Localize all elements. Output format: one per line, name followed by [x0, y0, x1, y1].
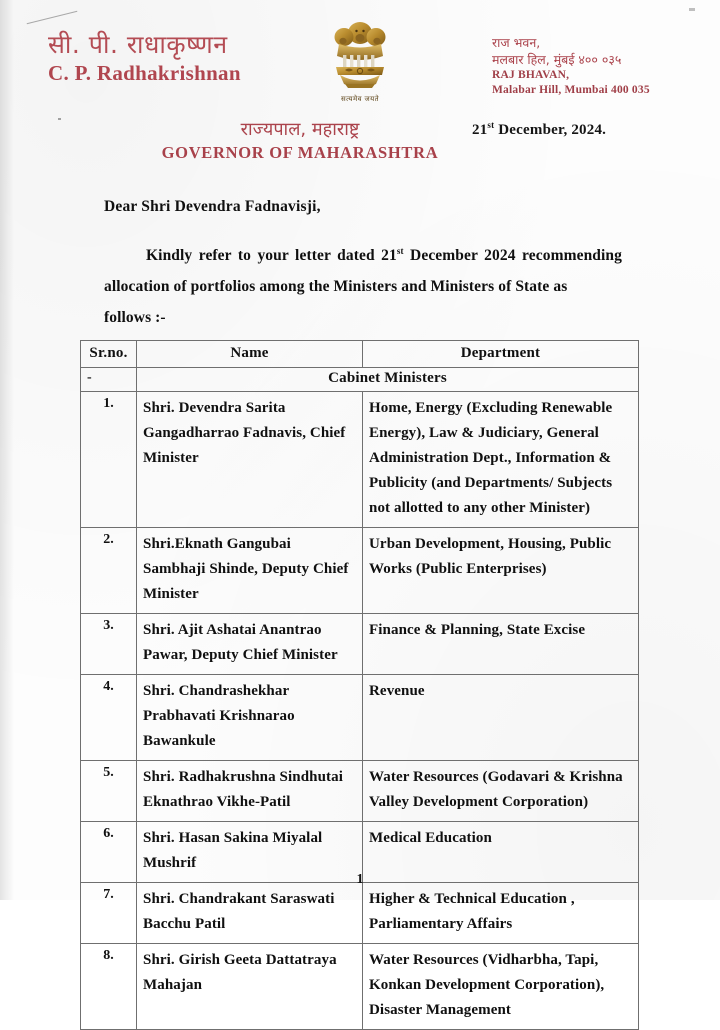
governor-title-block — [150, 118, 450, 164]
letter-date-ordinal: st — [487, 120, 495, 130]
table-row — [81, 944, 639, 1030]
row-minister-name: Shri. Ajit Ashatai Anantrao Pawar, Deputy Chief Minister — [137, 614, 363, 675]
row-department: Revenue — [363, 675, 639, 761]
row-department: Water Resources (Godavari & Krishna Valley Development Corporation) — [363, 761, 639, 822]
row-srno: 5. — [81, 761, 137, 822]
row-srno: 7. — [81, 883, 137, 944]
row-minister-name: Shri. Chandrakant Saraswati Bacchu Patil — [137, 883, 363, 944]
letter-body-paragraph — [104, 236, 622, 333]
row-srno: 1. — [81, 392, 137, 528]
body-date-ordinal: st — [396, 246, 404, 256]
governor-name-latin: C. P. Radhakrishnan — [48, 61, 241, 85]
row-minister-name: Shri. Girish Geeta Dattatraya Mahajan — [137, 944, 363, 1030]
row-srno: 3. — [81, 614, 137, 675]
address-line-english-1: RAJ BHAVAN, — [492, 69, 570, 81]
column-header-department: Department — [363, 341, 639, 368]
row-department: Medical Education — [363, 822, 639, 883]
row-minister-name: Shri. Devendra Sarita Gangadharrao Fadnavis, Chief Minister — [137, 392, 363, 528]
address-line-devanagari-2: मलबार हिल, मुंबई ४०० ०३५ — [492, 52, 622, 67]
row-department: Water Resources (Vidharbha, Tapi, Konkan Development Corporation), Disaster Management — [363, 944, 639, 1030]
letter-date — [472, 120, 606, 139]
governor-name-devanagari: सी. पी. राधाकृष्णन — [48, 30, 228, 59]
raj-bhavan-address-block — [492, 34, 702, 98]
address-line-english-2: Malabar Hill, Mumbai 400 035 — [492, 84, 650, 96]
address-line-devanagari-1: राज भवन, — [492, 35, 541, 50]
salutation: Dear Shri Devendra Fadnavisji, — [104, 198, 321, 215]
row-minister-name: Shri. Hasan Sakina Miyalal Mushrif — [137, 822, 363, 883]
governor-title-devanagari: राज्यपाल, महाराष्ट्र — [240, 119, 360, 140]
column-header-srno: Sr.no. — [81, 341, 137, 368]
table-group-row-cabinet-ministers — [81, 368, 639, 392]
table-header-row — [81, 341, 639, 368]
row-srno: 8. — [81, 944, 137, 1030]
row-department: Finance & Planning, State Excise — [363, 614, 639, 675]
portfolio-allocation-table — [80, 340, 639, 1030]
table-row — [81, 675, 639, 761]
page-number: 1 — [356, 872, 364, 887]
table-row — [81, 614, 639, 675]
state-emblem-of-india-icon — [314, 18, 406, 104]
group-label-cabinet-ministers: Cabinet Ministers — [137, 368, 639, 392]
row-srno: 4. — [81, 675, 137, 761]
table-row — [81, 883, 639, 944]
body-lead-text: Kindly refer to your letter dated 21 — [146, 247, 397, 265]
emblem-motto-text: सत्यमेव जयते — [341, 95, 379, 103]
row-minister-name: Shri. Radhakrushna Sindhutai Eknathrao Vikhe-Patil — [137, 761, 363, 822]
letterhead — [0, 0, 720, 175]
row-department: Higher & Technical Education , Parliamentary Affairs — [363, 883, 639, 944]
body-rest-text: December 2024 recommending allocation of portfolios among the Ministers and Ministers of State as — [104, 247, 622, 296]
group-dash: - — [81, 368, 137, 392]
row-department: Home, Energy (Excluding Renewable Energy), Law & Judiciary, General Administration Dept., Information & Publicity (and Departments/ Subjects not allotted to any other Minister) — [363, 392, 639, 528]
table-row — [81, 761, 639, 822]
row-minister-name: Shri.Eknath Gangubai Sambhaji Shinde, Deputy Chief Minister — [137, 528, 363, 614]
governor-title-english: GOVERNOR OF MAHARASHTRA — [161, 143, 439, 162]
table-row — [81, 392, 639, 528]
letter-date-day: 21 — [472, 122, 488, 138]
governor-name-block — [48, 30, 328, 86]
row-department: Urban Development, Housing, Public Works (Public Enterprises) — [363, 528, 639, 614]
row-minister-name: Shri. Chandrashekhar Prabhavati Krishnarao Bawankule — [137, 675, 363, 761]
letter-date-rest: December, 2024. — [494, 122, 607, 138]
body-tail-text: follows :- — [104, 309, 166, 327]
column-header-name: Name — [137, 341, 363, 368]
table-row — [81, 528, 639, 614]
row-srno: 2. — [81, 528, 137, 614]
row-srno: 6. — [81, 822, 137, 883]
